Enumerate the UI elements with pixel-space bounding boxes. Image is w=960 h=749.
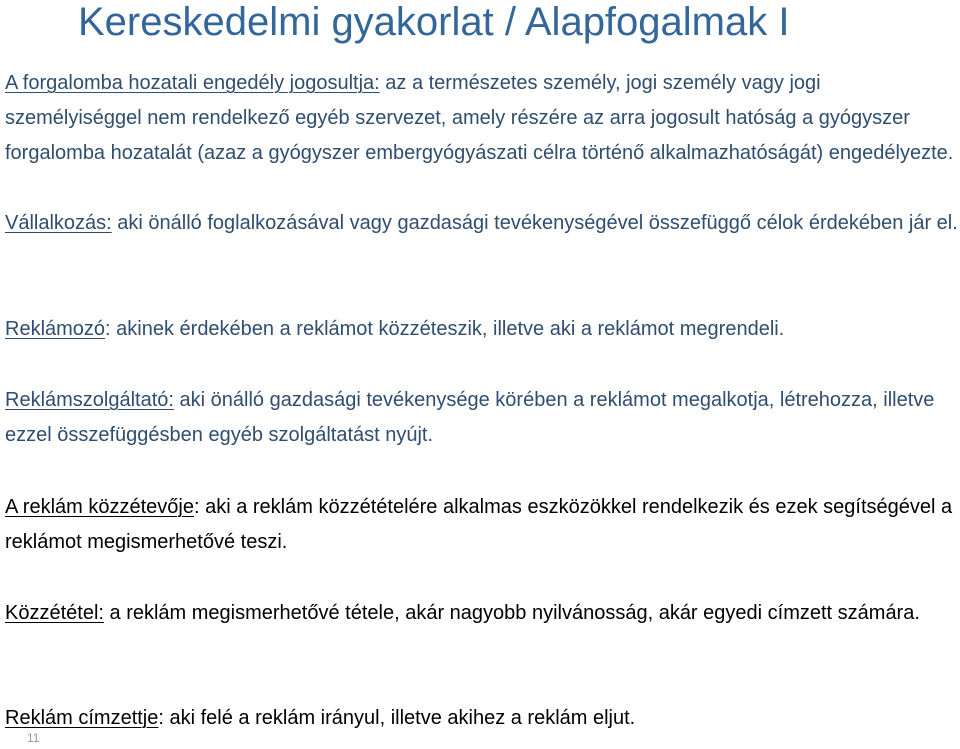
definition-paragraph [5,490,960,560]
definition-paragraph [5,596,960,631]
definition-term: Reklámszolgáltató: [5,389,174,411]
definition-text: : aki felé a reklám irányul, illetve akihez a reklám eljut. [158,707,636,729]
slide-title: Kereskedelmi gyakorlat / Alapfogalmak I [78,0,790,44]
definition-paragraph [5,66,960,171]
definition-paragraph [5,383,960,453]
definition-term: A reklám közzétevője [5,496,194,518]
definition-paragraph [5,206,960,241]
definition-paragraph [5,312,960,347]
definition-paragraph [5,701,960,736]
definition-term: Közzététel: [5,602,104,624]
definition-text: az a természetes személy, jogi személy vagy jogi személyiséggel nem rendelkező egyéb szervezet, amely részére az arra jogosult hatóság a gyógyszer forgalomba hozatalát (azaz a gyógyszer embergyógyászati célra történő alkalmazhatóságát) engedélyezte. [5,72,954,164]
definition-term: Reklám címzettje [5,707,159,729]
definition-text: aki önálló foglalkozásával vagy gazdasági tevékenységével összefüggő célok érdekében jár el. [111,212,958,234]
definition-text: a reklám megismerhetővé tétele, akár nagyobb nyilvánosság, akár egyedi címzett számára. [103,602,920,624]
definition-term: Reklámozó [5,318,106,340]
definition-text: : akinek érdekében a reklámot közzéteszik, illetve aki a reklámot megrendeli. [105,318,785,340]
definition-text: : aki a reklám közzétételére alkalmas eszközökkel rendelkezik és ezek segítségével a reklámot megismerhetővé teszi. [5,496,953,553]
definition-text: aki önálló gazdasági tevékenysége körében a reklámot megalkotja, létrehozza, illetve ezzel összefüggésben egyéb szolgáltatást nyújt. [5,389,935,446]
page-number: 11 [27,731,40,745]
definition-term: Vállalkozás: [5,212,112,234]
definition-term: A forgalomba hozatali engedély jogosultja: [5,72,380,94]
